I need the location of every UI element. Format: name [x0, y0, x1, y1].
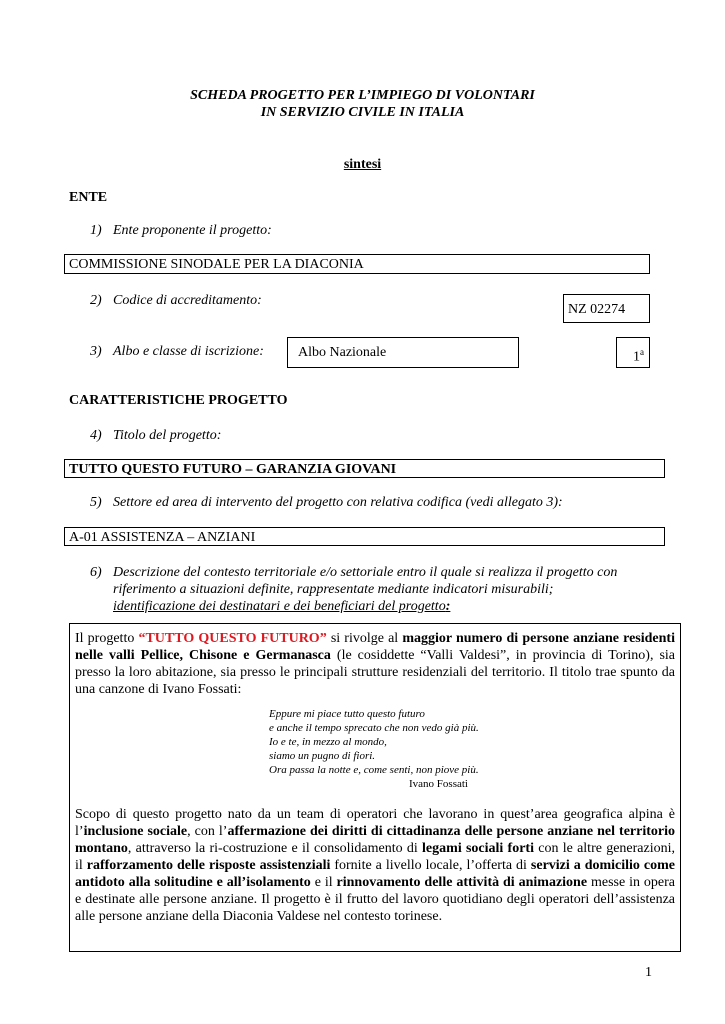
p2-text-segment: con le altre generazioni, il	[75, 841, 675, 873]
page-number: 1	[645, 965, 652, 980]
project-title-highlight: “TUTTO QUESTO FUTURO”	[138, 631, 327, 646]
question-6-number: 6)	[90, 565, 102, 580]
classe-superscript: a	[640, 347, 644, 357]
question-6	[90, 564, 660, 615]
p2-text-segment: e il	[310, 875, 337, 890]
p2-bold-segment: inclusione sociale	[83, 824, 188, 839]
ente-proponente-field: COMMISSIONE SINODALE PER LA DIACONIA	[64, 254, 650, 274]
poem-line: siamo un pugno di fiori.	[269, 750, 376, 762]
p2-text-segment: Scopo di questo progetto nato da un team di operatori che lavorano in quest’area geografica alpina è l’	[75, 807, 675, 839]
poem-block	[269, 707, 675, 791]
section-heading-caratteristiche: CARATTERISTICHE PROGETTO	[69, 393, 288, 408]
document-title-line-2: IN SERVIZIO CIVILE IN ITALIA	[260, 105, 465, 120]
p1-text-bold: maggior numero di persone anziane residenti nelle valli Pellice, Chisone e Germanasca	[75, 631, 675, 663]
question-5-number: 5)	[90, 495, 102, 510]
question-4-label: Titolo del progetto:	[113, 428, 222, 443]
p2-text-segment: , con l’	[187, 824, 228, 839]
section-heading-ente: ENTE	[69, 190, 108, 205]
p2-bold-segment: rinnovamento delle attività di animazione	[336, 875, 588, 890]
poem-line: Eppure mi piace tutto questo futuro	[269, 708, 425, 720]
question-4	[90, 427, 221, 444]
p2-text-segment: fornite a livello locale, l’offerta di	[330, 858, 531, 873]
description-box	[69, 623, 681, 952]
settore-field: A-01 ASSISTENZA – ANZIANI	[64, 527, 665, 546]
question-6-line-2: riferimento a situazioni definite, rappresentate mediante indicatori misurabili;	[113, 582, 554, 597]
question-1-number: 1)	[90, 223, 102, 238]
poem-line: e anche il tempo sprecato che non vedo già più.	[269, 722, 479, 734]
question-3	[90, 343, 264, 360]
question-2-label: Codice di accreditamento:	[113, 293, 262, 308]
titolo-progetto-field: TUTTO QUESTO FUTURO – GARANZIA GIOVANI	[64, 459, 665, 478]
question-5	[90, 494, 563, 511]
question-1-label: Ente proponente il progetto:	[113, 223, 272, 238]
p2-text-segment: messe in opera e destinate alle persone anziane. Il progetto è il frutto del lavoro quotidiano degli operatori dell’assistenza alle persone anziane della Diaconia Valdese nel contesto torinese.	[75, 875, 675, 924]
question-2	[90, 292, 262, 309]
p1-text-d: (le cosiddette “Valli Valdesi”, in provincia di Torino), sia presso la loro abitazione, sia presso le principali strutture residenziali del territorio. Il titolo trae spunto da una canzone di Ivano Fossati:	[75, 648, 675, 697]
question-6-line-3: identificazione dei destinatari e dei beneficiari del progetto	[113, 599, 446, 614]
question-3-number: 3)	[90, 344, 102, 359]
albo-field: Albo Nazionale	[287, 337, 519, 368]
poem-line: Io e te, in mezzo al mondo,	[269, 736, 387, 748]
question-6-line-1: Descrizione del contesto territoriale e/o settoriale entro il quale si realizza il progetto con	[113, 565, 618, 580]
p2-bold-segment: rafforzamento delle risposte assistenziali	[86, 858, 331, 873]
description-paragraph-1	[75, 630, 675, 698]
question-2-number: 2)	[90, 293, 102, 308]
question-4-number: 4)	[90, 428, 102, 443]
p2-text-segment: , attraverso la ri-costruzione e il consolidamento di	[127, 841, 423, 856]
question-5-label: Settore ed area di intervento del progetto con relativa codifica (vedi allegato 3):	[113, 495, 563, 510]
p2-bold-segment: legami sociali forti	[422, 841, 534, 856]
poem-author: Ivano Fossati	[409, 778, 468, 790]
classe-value: 1	[633, 349, 640, 365]
codice-accreditamento-field: NZ 02274	[563, 294, 650, 323]
classe-field	[616, 337, 650, 368]
poem-line: Ora passa la notte e, come senti, non piove più.	[269, 764, 479, 776]
p1-text-a: Il progetto	[75, 631, 139, 646]
p2-bold-segment: servizi a domicilio come antidoto alla solitudine e all’isolamento	[75, 858, 675, 890]
p1-text-b: si rivolge al	[326, 631, 403, 646]
p2-bold-segment: affermazione dei diritti di cittadinanza delle persone anziane nel territorio montano	[75, 824, 676, 856]
question-3-label: Albo e classe di iscrizione:	[113, 344, 264, 359]
question-1	[90, 222, 272, 239]
document-title-line-1: SCHEDA PROGETTO PER L’IMPIEGO DI VOLONTARI	[190, 88, 535, 103]
question-6-colon: :	[445, 599, 451, 614]
description-paragraph-2	[75, 806, 675, 925]
sintesi-label: sintesi	[343, 157, 382, 172]
